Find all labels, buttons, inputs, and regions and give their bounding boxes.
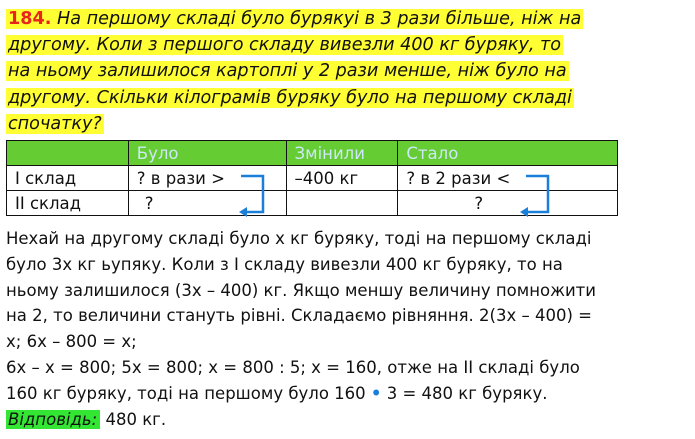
header-was: Було	[128, 141, 286, 166]
row1-became: ? в 2 рази <	[398, 166, 618, 191]
header-became: Стало	[398, 141, 618, 166]
table-row	[7, 191, 618, 216]
problem-line-1: 184. На першому складі було бурякуі в 3 рази більше, ніж на	[8, 9, 582, 29]
solution-line-2: було 3х кг ьупяку. Коли з І складу вивезли 400 кг буряку, то на	[6, 254, 563, 274]
table-row	[7, 166, 618, 191]
solution-line-1: Нехай на другому складі було х кг буряку, тоді на першому складі	[6, 229, 592, 248]
solution-line-7: 160 кг буряку, тоді на першому було 160 • 3 = 480 кг буряку.	[6, 383, 548, 403]
row2-label: II склад	[7, 191, 129, 216]
problem-line-2: другому. Коли з першого складу вивезли 400 кг буряку, то	[8, 35, 562, 56]
row2-was: ?	[128, 191, 286, 216]
row1-label: I склад	[7, 166, 129, 191]
problem-line-5: спочатку?	[8, 113, 102, 134]
multiply-dot: •	[370, 383, 382, 403]
table-header-row	[7, 141, 618, 166]
solution-line-5: х; 6х – 800 = х;	[6, 332, 137, 352]
answer-line	[6, 407, 690, 433]
row2-became: ?	[398, 191, 618, 216]
problem-line-3: на ньому залишилося картоплі у 2 рази менше, ніж було на	[8, 61, 567, 82]
solution-line-6: 6х – х = 800; 5х = 800; х = 800 : 5; х = 160, отже на ІІ складі було	[6, 357, 580, 377]
row1-changed: –400 кг	[286, 166, 398, 191]
solution-text	[6, 226, 690, 432]
header-changed: Змінили	[286, 141, 398, 166]
problem-number: 184.	[8, 9, 52, 29]
problem-line-4: другому. Скільки кілограмів буряку було на першому складі	[8, 87, 572, 108]
row1-was: ? в рази >	[128, 166, 286, 191]
row2-changed	[286, 191, 398, 216]
solution-line-3: ньому залишилося (3х – 400) кг. Якщо меншу величину помножити	[6, 280, 597, 300]
problem-statement	[6, 6, 690, 137]
answer-label: Відповідь:	[6, 410, 100, 429]
answer-value: 480 кг.	[105, 409, 167, 429]
solution-line-4: на 2, то величини стануть рівні. Складаємо рівняння. 2(3х – 400) =	[6, 306, 592, 326]
header-empty	[7, 141, 129, 166]
condition-table	[6, 140, 618, 216]
